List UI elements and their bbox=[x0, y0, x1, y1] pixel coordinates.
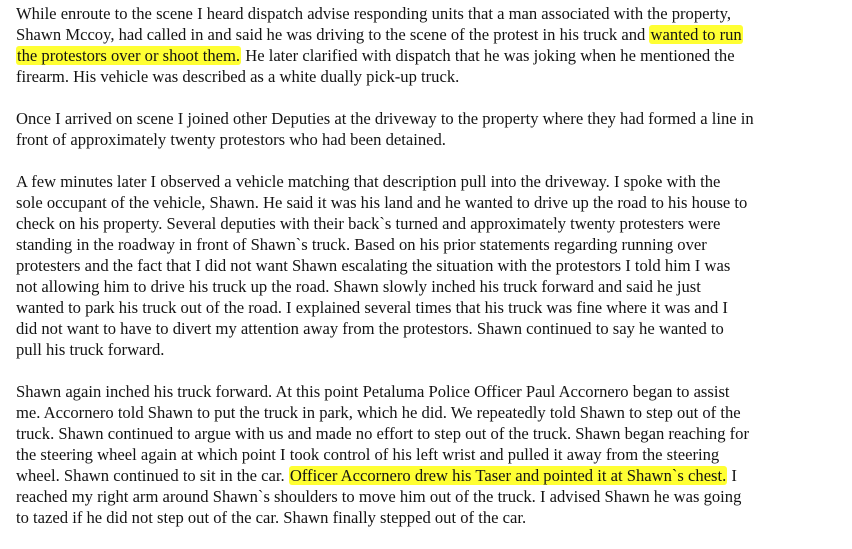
text-segment: the steering wheel again at which point I took control of his left wrist and pulled it away from the steering bbox=[16, 445, 720, 464]
text-line bbox=[16, 318, 848, 339]
text-line bbox=[16, 66, 848, 87]
text-line bbox=[16, 297, 848, 318]
text-line bbox=[16, 108, 848, 129]
text-segment: truck. Shawn continued to argue with us and made no effort to step out of the truck. Shawn began reaching for bbox=[16, 424, 750, 443]
text-segment: to tazed if he did not step out of the car. Shawn finally stepped out of the car. bbox=[16, 508, 527, 527]
text-line bbox=[16, 192, 848, 213]
report-document bbox=[16, 3, 848, 549]
highlighted-text: the protestors over or shoot them. bbox=[17, 46, 241, 65]
paragraph bbox=[16, 108, 848, 150]
text-line bbox=[16, 45, 848, 66]
text-line bbox=[16, 234, 848, 255]
highlighted-text: Officer Accornero drew his Taser and pointed it at Shawn`s chest. bbox=[289, 466, 727, 485]
text-line bbox=[16, 129, 848, 150]
text-line bbox=[16, 339, 848, 360]
text-line bbox=[16, 3, 848, 24]
text-line bbox=[16, 276, 848, 297]
text-line bbox=[16, 444, 848, 465]
paragraph bbox=[16, 3, 848, 87]
text-segment: wheel. Shawn continued to sit in the car. bbox=[16, 466, 289, 485]
text-segment: Shawn Mccoy, had called in and said he was driving to the scene of the protest in his truck and bbox=[16, 25, 650, 44]
highlighted-text: wanted to run bbox=[650, 25, 742, 44]
text-line bbox=[16, 486, 848, 507]
text-segment: me. Accornero told Shawn to put the truck in park, which he did. We repeatedly told Shawn to step out of the bbox=[16, 403, 741, 422]
text-line bbox=[16, 381, 848, 402]
text-segment: pull his truck forward. bbox=[16, 340, 165, 359]
text-segment: front of approximately twenty protestors who had been detained. bbox=[16, 130, 446, 149]
text-segment: I bbox=[727, 466, 737, 485]
text-segment: standing in the roadway in front of Shawn`s truck. Based on his prior statements regarding running over bbox=[16, 235, 707, 254]
text-segment: While enroute to the scene I heard dispatch advise responding units that a man associated with the property, bbox=[16, 4, 731, 23]
text-segment: sole occupant of the vehicle, Shawn. He said it was his land and he wanted to drive up the road to his house to bbox=[16, 193, 748, 212]
text-segment: A few minutes later I observed a vehicle matching that description pull into the driveway. I spoke with the bbox=[16, 172, 721, 191]
text-line bbox=[16, 465, 848, 486]
text-segment: check on his property. Several deputies with their back`s turned and approximately twenty protesters were bbox=[16, 214, 721, 233]
text-segment: protesters and the fact that I did not want Shawn escalating the situation with the protestors I told him I was bbox=[16, 256, 731, 275]
text-segment: He later clarified with dispatch that he was joking when he mentioned the bbox=[241, 46, 735, 65]
text-line bbox=[16, 255, 848, 276]
text-segment: not allowing him to drive his truck up the road. Shawn slowly inched his truck forward and said he just bbox=[16, 277, 701, 296]
text-line bbox=[16, 24, 848, 45]
text-segment: Once I arrived on scene I joined other Deputies at the driveway to the property where they had formed a line in bbox=[16, 109, 754, 128]
text-line bbox=[16, 423, 848, 444]
text-line bbox=[16, 402, 848, 423]
text-segment: Shawn again inched his truck forward. At this point Petaluma Police Officer Paul Accornero began to assist bbox=[16, 382, 730, 401]
text-line bbox=[16, 213, 848, 234]
paragraph bbox=[16, 171, 848, 360]
text-line bbox=[16, 507, 848, 528]
text-segment: firearm. His vehicle was described as a white dually pick-up truck. bbox=[16, 67, 460, 86]
paragraph bbox=[16, 381, 848, 528]
text-segment: wanted to park his truck out of the road. I explained several times that his truck was fine where it was and I bbox=[16, 298, 728, 317]
text-segment: did not want to have to divert my attention away from the protestors. Shawn continued to say he wanted to bbox=[16, 319, 724, 338]
text-line bbox=[16, 171, 848, 192]
text-segment: reached my right arm around Shawn`s shoulders to move him out of the truck. I advised Shawn he was going bbox=[16, 487, 742, 506]
